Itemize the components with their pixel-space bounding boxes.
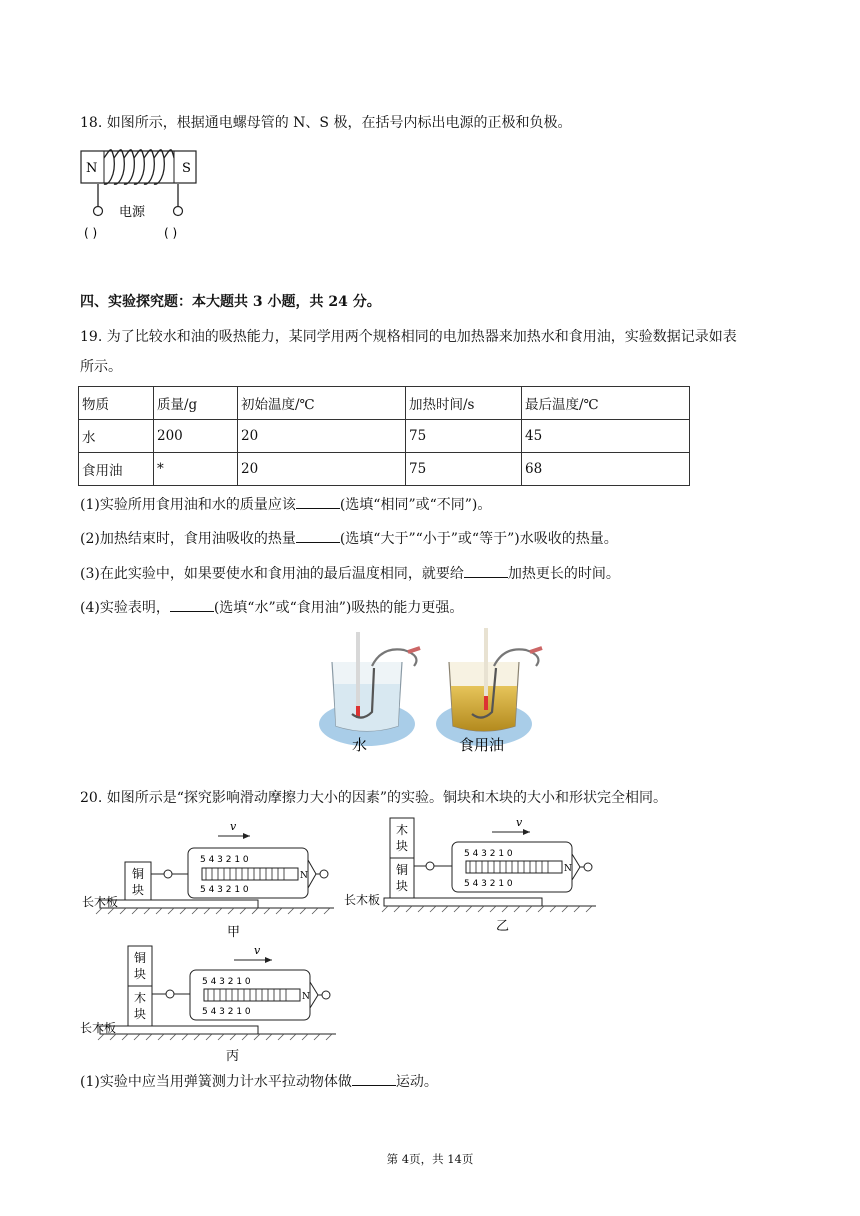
- board-label: 长木板: [80, 1021, 117, 1035]
- table-row: [79, 453, 690, 486]
- q19-sub4-hint: (选填“水”或“食用油”)吸热的能力更强。: [213, 600, 464, 616]
- answer-blank[interactable]: [296, 494, 340, 509]
- q19-sub4: [80, 597, 463, 618]
- q18-text: 18. 如图所示，根据通电螺母管的 N、S 极，在括号内标出电源的正极和负极。: [80, 115, 572, 131]
- wood-label: 块: [134, 1007, 147, 1021]
- section-title: 四、实验探究题：本大题共 3 小题，共 24 分。: [80, 294, 381, 310]
- velocity-label: v: [230, 820, 237, 833]
- table-cell: 45: [522, 420, 690, 453]
- q19-sub3-hint: 加热更长的时间。: [507, 566, 620, 582]
- friction-figure-yi: [344, 814, 604, 938]
- wood-label: 木: [396, 823, 409, 837]
- table-cell: 20: [238, 453, 406, 486]
- answer-blank[interactable]: [170, 597, 214, 612]
- table-cell: 20: [238, 420, 406, 453]
- solenoid-diagram: [78, 148, 208, 246]
- bracket-right: ( ): [164, 226, 178, 240]
- scale-unit: N: [300, 871, 308, 881]
- table-cell: 75: [406, 420, 522, 453]
- q19-line2: 所示。: [80, 359, 122, 375]
- scale-digits: 5 4 3 2 1 0: [202, 1007, 251, 1017]
- beakers-figure: [312, 626, 552, 756]
- table-cell: 68: [522, 453, 690, 486]
- q19-sub3: [80, 563, 620, 584]
- copper-label: 块: [134, 967, 147, 981]
- answer-blank[interactable]: [352, 1071, 396, 1086]
- copper-label: 铜: [132, 867, 145, 881]
- q20-sub1-text: (1)实验中应当用弹簧测力计水平拉动物体做: [80, 1074, 352, 1090]
- copper-label: 铜: [134, 951, 147, 965]
- q19-sub2: [80, 528, 618, 549]
- q19-line1: 19. 为了比较水和油的吸热能力，某同学用两个规格相同的电加热器来加热水和食用油，实验数据记录如表: [80, 329, 737, 345]
- page-footer: 第 4页，共 14页: [386, 1152, 474, 1166]
- scale-unit: N: [564, 864, 572, 874]
- q19-sub2-hint: (选填“大于”“小于”或“等于”)水吸收的热量。: [339, 531, 618, 547]
- q19-sub4-text: (4)实验表明，: [80, 600, 170, 616]
- table-cell: 200: [154, 420, 238, 453]
- q20-sub1-hint: 运动。: [395, 1074, 438, 1090]
- board-label: 长木板: [82, 895, 119, 909]
- power-source-label: 电源: [119, 205, 146, 220]
- data-table: [78, 386, 690, 486]
- q20-text: 20. 如图所示是“探究影响滑动摩擦力大小的因素”的实验。铜块和木块的大小和形状完全相同。: [80, 790, 668, 806]
- velocity-label: v: [254, 944, 261, 957]
- answer-blank[interactable]: [464, 563, 508, 578]
- scale-digits: 5 4 3 2 1 0: [200, 855, 249, 865]
- figure-bing-label: 丙: [226, 1049, 240, 1064]
- table-cell: 75: [406, 453, 522, 486]
- table-header-row: [79, 387, 690, 420]
- velocity-label: v: [516, 816, 523, 829]
- table-header: 质量/g: [154, 387, 238, 420]
- friction-figure-jia: [82, 816, 342, 944]
- oil-label: 食用油: [459, 736, 505, 754]
- wood-label: 木: [134, 991, 147, 1005]
- table-cell: 水: [79, 420, 154, 453]
- table-header: 物质: [79, 387, 154, 420]
- water-label: 水: [352, 736, 368, 754]
- pole-s-label: S: [182, 161, 191, 176]
- table-header: 加热时间/s: [406, 387, 522, 420]
- figure-jia-label: 甲: [227, 925, 241, 940]
- bracket-left: ( ): [84, 226, 98, 240]
- table-cell: *: [154, 453, 238, 486]
- scale-digits: 5 4 3 2 1 0: [202, 977, 251, 987]
- answer-blank[interactable]: [296, 528, 340, 543]
- table-header: 初始温度/℃: [238, 387, 406, 420]
- table-row: [79, 420, 690, 453]
- table-cell: 食用油: [79, 453, 154, 486]
- wood-label: 块: [396, 839, 409, 853]
- table-header: 最后温度/℃: [522, 387, 690, 420]
- scale-digits: 5 4 3 2 1 0: [464, 879, 513, 889]
- q19-sub1-hint: (选填“相同”或“不同”)。: [339, 497, 492, 513]
- figure-yi-label: 乙: [496, 919, 510, 934]
- scale-digits: 5 4 3 2 1 0: [200, 885, 249, 895]
- q19-sub3-text: (3)在此实验中，如果要使水和食用油的最后温度相同，就要给: [80, 566, 464, 582]
- scale-digits: 5 4 3 2 1 0: [464, 849, 513, 859]
- q19-sub2-text: (2)加热结束时，食用油吸收的热量: [80, 531, 296, 547]
- q19-sub1-text: (1)实验所用食用油和水的质量应该: [80, 497, 296, 513]
- copper-label: 铜: [396, 863, 409, 877]
- scale-unit: N: [302, 992, 310, 1002]
- pole-n-label: N: [86, 161, 98, 176]
- q19-sub1: [80, 494, 491, 515]
- board-label: 长木板: [344, 893, 381, 907]
- friction-figure-bing: [80, 940, 342, 1064]
- q20-sub1: [80, 1071, 438, 1092]
- copper-label: 块: [132, 883, 145, 897]
- copper-label: 块: [396, 879, 409, 893]
